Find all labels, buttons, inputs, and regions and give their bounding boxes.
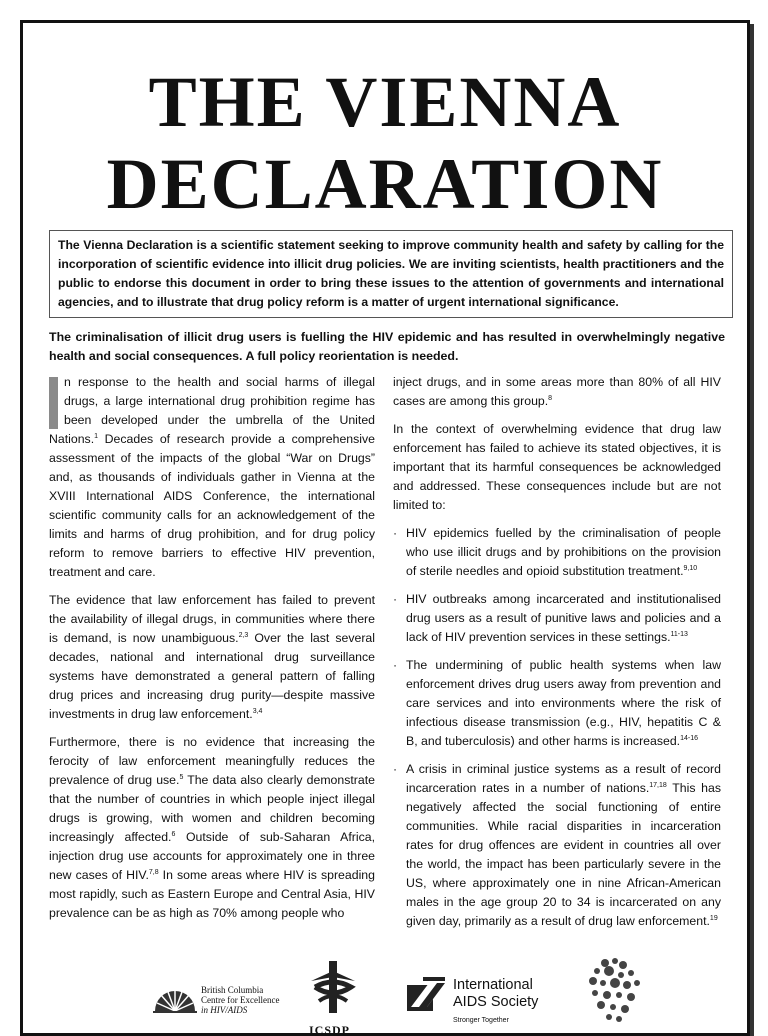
- ias-mark-icon: [405, 975, 447, 1015]
- icsdp-logo: ICSDP: [305, 957, 365, 1033]
- paragraph-4: inject drugs, and in some areas more than 80% of all HIV cases are among this group.$^8$: [393, 375, 721, 408]
- bullet-dot-icon: ·: [393, 592, 398, 606]
- sunburst-icon: [151, 977, 199, 1017]
- bullet-dot-icon: ·: [393, 762, 398, 776]
- paragraph-1: n response to the health and social harms of illegal drugs, a large international drug prohibition regime has been developed under the umbrella of the United Nations.$^1$ Decades of research provide a comprehensive assessment of the impacts of the global “War on Drugs” and, as thousands of individuals gather in Vienna at the XVIII International AIDS Conference, the international scientific community calls for an acknowledgement of the limits and harms of drug prohibition, and for drug policy reform to remove barriers to effective HIV prevention, treatment and care.: [49, 375, 375, 579]
- declaration-poster: [20, 20, 750, 1036]
- bullet-item: · HIV outbreaks among incarcerated and institutionalised drug users as a result of punitive laws and policies and a lack of HIV prevention services in these settings.$^{11-13}$: [393, 592, 721, 644]
- right-column: [393, 373, 721, 940]
- bc-centre-logo: British Columbia Centre for Excellence in HIV/AIDS: [151, 977, 301, 1027]
- bullet-item: · The undermining of public health systems when law enforcement drives drug users away from prevention and care services and into environments where the risk of infectious disease transmission (e.g., HIV, hepatitis C & B, and tuberculosis) and other harms is increased.$^{14-16}$: [393, 658, 721, 748]
- title-line-2: DECLARATION: [106, 144, 664, 224]
- sponsor-logos: [23, 953, 747, 1036]
- title-line-1: THE VIENNA: [148, 62, 622, 142]
- bullet-dot-icon: ·: [393, 658, 398, 672]
- dotted-globe-icon: [575, 953, 655, 1033]
- bullet-item: · HIV epidemics fuelled by the criminalisation of people who use illicit drugs and by prohibitions on the provision of sterile needles and opioid substitution treatment.$^{9,10}$: [393, 526, 721, 578]
- bullet-dot-icon: ·: [393, 526, 398, 540]
- intro-box: The Vienna Declaration is a scientific statement seeking to improve community health and safety by calling for the incorporation of scientific evidence into illicit drug policies. We are inviting scientists, health practitioners and the public to endorse this document in order to bring these issues to the attention of governments and international agencies, and to illustrate that drug policy reform is a matter of urgent international significance.: [49, 230, 733, 318]
- paragraph-2: The evidence that law enforcement has failed to prevent the availability of illegal drugs, in communities where there is demand, is now unambiguous.$^{2,3}$ Over the last several decades, national and international drug surveillance systems have demonstrated a general pattern of falling drug prices and increasing drug purity—despite massive investments in drug law enforcement.$^{3,4}$: [49, 593, 376, 721]
- bullet-item: · A crisis in criminal justice systems as a result of record incarceration rates in a number of nations.$^{17,18}$ This has negatively affected the social functioning of entire communities. While racial disparities in incarceration rates for drug offences are evident in countries all over the world, the impact has been particularly severe in the US, where approximately one in nine African-American males in the age group 20 to 34 is incarcerated on any given day, primarily as a result of drug law enforcement.$^{19}$: [393, 762, 721, 928]
- drop-cap-bar: [49, 377, 58, 429]
- lead-statement: The criminalisation of illicit drug users is fuelling the HIV epidemic and has resulted in overwhelmingly negative health and social consequences. A full policy reorientation is needed.: [49, 330, 725, 363]
- paragraph-3: Furthermore, there is no evidence that increasing the ferocity of law enforcement meaningfully reduces the prevalence of drug use.$^5$ The data also clearly demonstrate that the number of countries in which people inject illegal drugs is growing, with women and children becoming increasingly affected.$^6$ Outside of sub-Saharan Africa, injection drug use accounts for approximately one in three new cases of HIV.$^{7,8}$ In some areas where HIV is spreading most rapidly, such as Eastern Europe and Central Asia, HIV prevalence can be as high as 70% among people who: [49, 735, 375, 920]
- caduceus-icon: [305, 957, 361, 1021]
- ias-logo: International AIDS Society Stronger Together: [405, 975, 575, 1033]
- aids-2010-logo: [575, 953, 655, 1033]
- paragraph-5: In the context of overwhelming evidence that drug law enforcement has failed to achieve its stated objectives, it is important that its harmful consequences be acknowledged and addressed. These consequences include but are not limited to:: [393, 422, 721, 512]
- left-column: [49, 373, 375, 932]
